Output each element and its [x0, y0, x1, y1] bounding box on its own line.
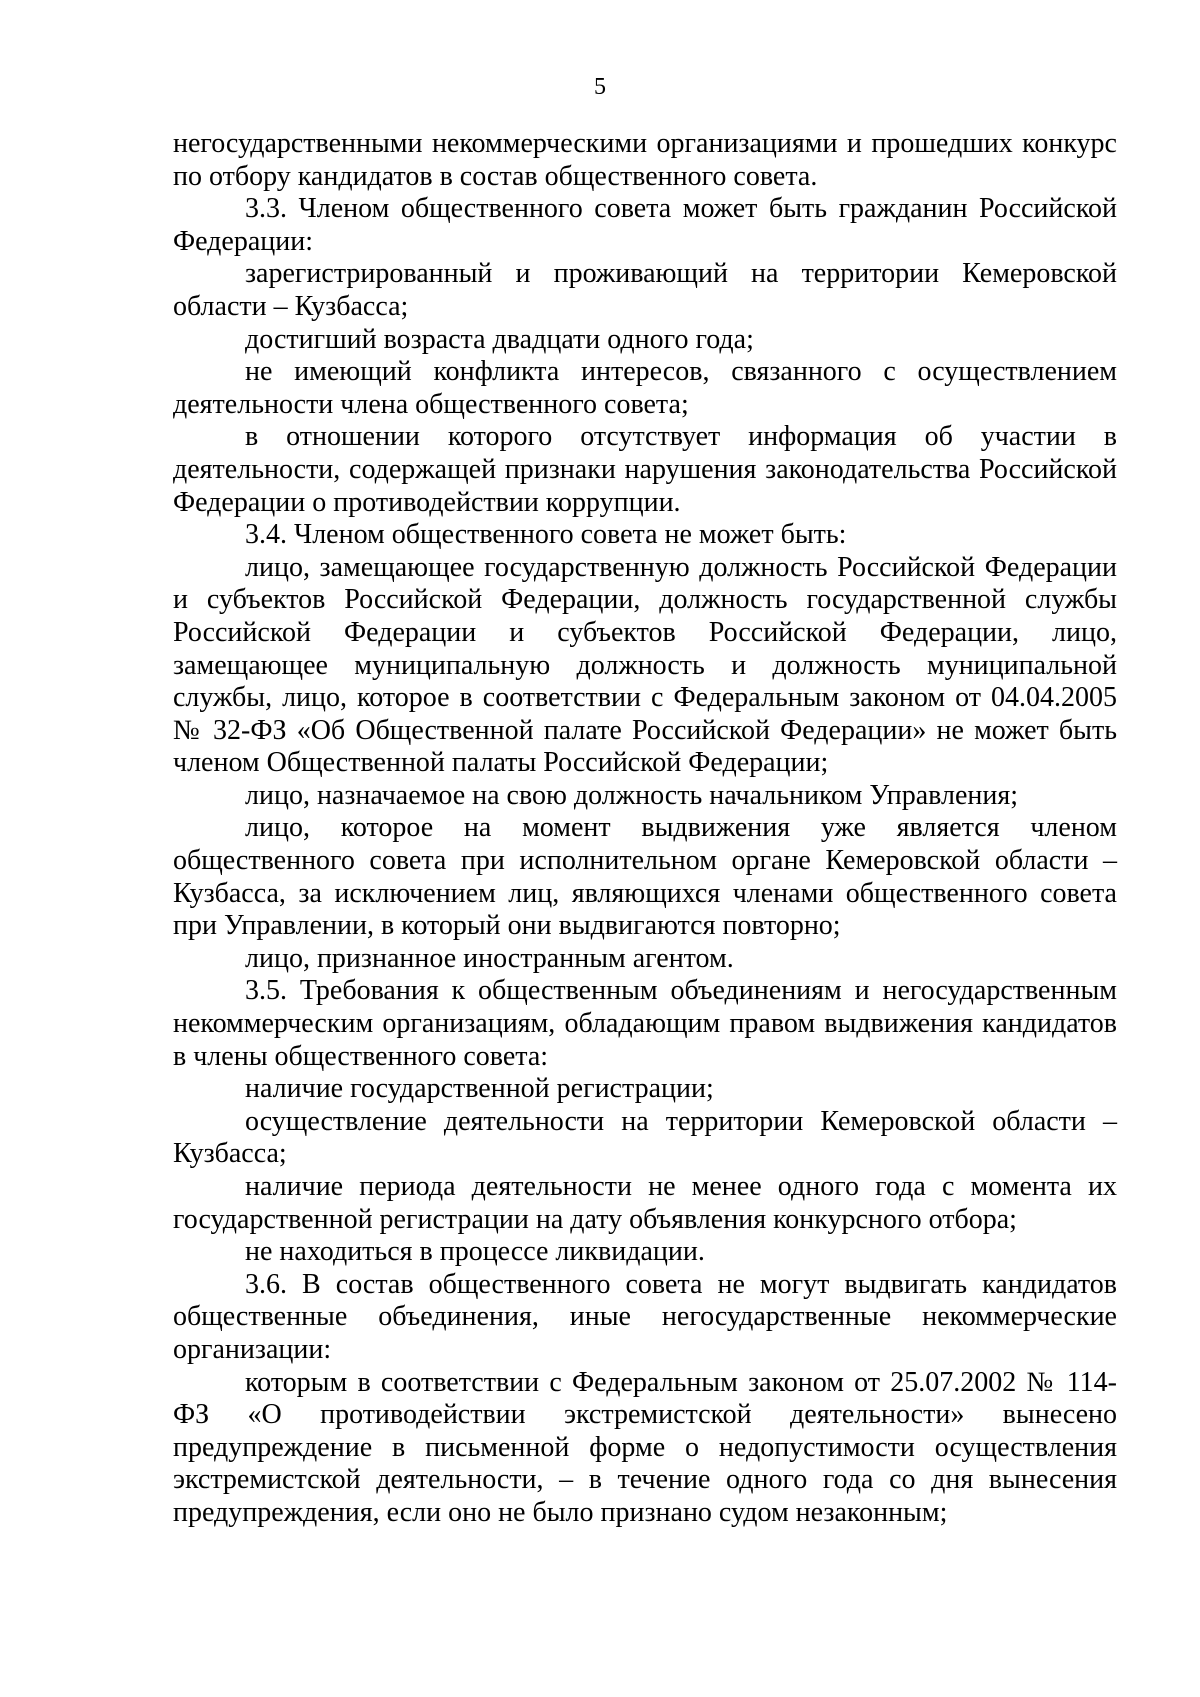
- paragraph: наличие государственной регистрации;: [245, 1073, 714, 1105]
- paragraph: не находиться в процессе ликвидации.: [245, 1236, 705, 1268]
- paragraph: лицо, которое на момент выдвижения уже является членом общественного совета при исполнительном органе Кемеровской области – Кузбасса, за исключением лиц, являющихся членами общественного совета при Управлении, в который они выдвигаются повторно;: [173, 812, 1117, 942]
- paragraph: лицо, признанное иностранным агентом.: [245, 942, 734, 974]
- paragraph: наличие периода деятельности не менее одного года с момента их государственной регистрации на дату объявления конкурсного отбора;: [173, 1171, 1117, 1235]
- paragraph: достигший возраста двадцати одного года;: [245, 323, 754, 355]
- paragraph: в отношении которого отсутствует информация об участии в деятельности, содержащей признаки нарушения законодательства Российской Федерации о противодействии коррупции.: [173, 421, 1117, 518]
- paragraph: не имеющий конфликта интересов, связанного с осуществлением деятельности члена общественного совета;: [173, 356, 1117, 420]
- paragraph: 3.4. Членом общественного совета не может быть:: [245, 519, 847, 551]
- paragraph: негосударственными некоммерческими организациями и прошедших конкурс по отбору кандидатов в состав общественного совета.: [173, 128, 1117, 192]
- paragraph: лицо, назначаемое на свою должность начальником Управления;: [245, 779, 1019, 811]
- page-number: 5: [594, 74, 606, 100]
- paragraph: которым в соответствии с Федеральным законом от 25.07.2002 № 114-ФЗ «О противодействии экстремистской деятельности» вынесено предупреждение в письменной форме о недопустимости осуществления экстремистской деятельности, – в течение одного года со дня вынесения предупреждения, если оно не было признано судом незаконным;: [173, 1366, 1117, 1528]
- paragraph: лицо, замещающее государственную должность Российской Федерации и субъектов Российской Федерации, должность государственной службы Российской Федерации и субъектов Российской Федерации, лицо, замещающее муниципальную должность и должность муниципальной службы, лицо, которое в соответствии с Федеральным законом от 04.04.2005 № 32-ФЗ «Об Общественной палате Российской Федерации» не может быть членом Общественной палаты Российской Федерации;: [173, 551, 1117, 779]
- paragraph: осуществление деятельности на территории Кемеровской области – Кузбасса;: [173, 1105, 1117, 1170]
- paragraph: 3.3. Членом общественного совета может быть гражданин Российской Федерации:: [173, 193, 1117, 257]
- paragraph: зарегистрированный и проживающий на территории Кемеровской области – Кузбасса;: [173, 258, 1117, 322]
- document-body: [173, 128, 1117, 1530]
- paragraph: 3.6. В состав общественного совета не могут выдвигать кандидатов общественные объединения, иные негосударственные некоммерческие организации:: [173, 1268, 1117, 1365]
- paragraph: 3.5. Требования к общественным объединениям и негосударственным некоммерческим организациям, обладающим правом выдвижения кандидатов в члены общественного совета:: [173, 975, 1117, 1072]
